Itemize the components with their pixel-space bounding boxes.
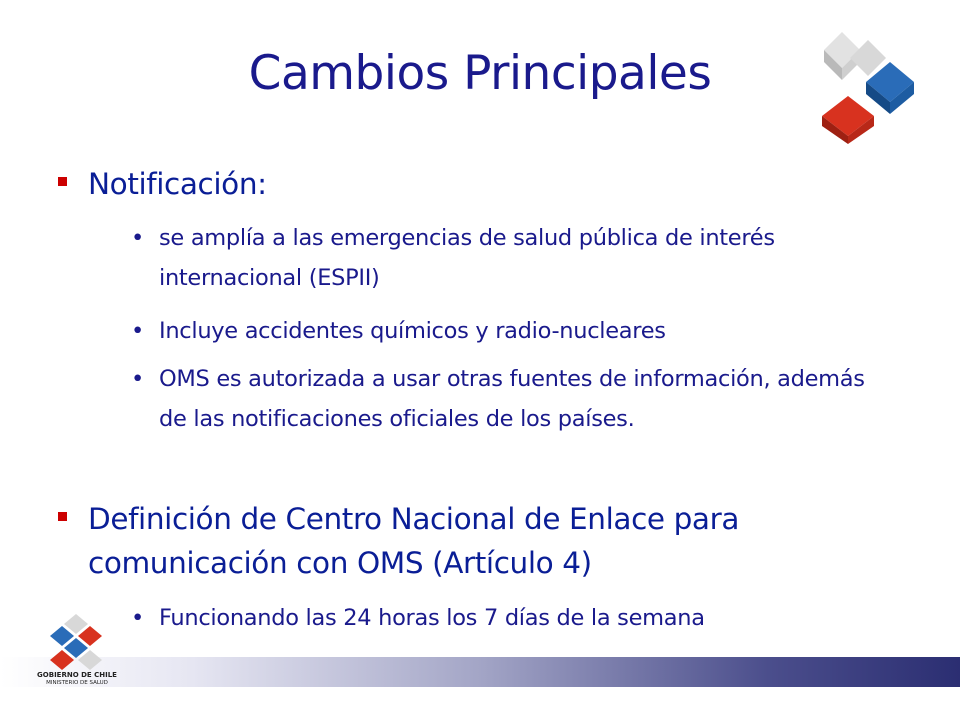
slide-title: Cambios Principales <box>248 46 712 101</box>
square-bullet-icon <box>58 512 67 521</box>
logo-line1: GOBIERNO DE CHILE <box>37 671 117 679</box>
sub-bullet <box>133 359 878 439</box>
stacked-cubes-icon <box>812 28 924 144</box>
sub-bullet-text: Incluye accidentes químicos y radio-nucleares <box>159 318 666 344</box>
sub-bullet <box>133 311 878 351</box>
sub-bullet-text: OMS es autorizada a usar otras fuentes de información, además de las notificaciones oficiales de los países. <box>159 366 865 432</box>
bullet-notificacion <box>88 162 267 206</box>
sub-bullet-text: se amplía a las emergencias de salud pública de interés internacional (ESPII) <box>159 225 775 291</box>
bullet-centro-nacional <box>88 497 888 585</box>
round-bullet-icon: • <box>131 605 144 631</box>
footer-band <box>0 657 960 687</box>
sub-bullet <box>133 218 878 298</box>
bullet-text: Definición de Centro Nacional de Enlace para comunicación con OMS (Artículo 4) <box>88 502 740 580</box>
logo-text <box>22 671 132 687</box>
square-bullet-icon <box>58 177 67 186</box>
logo-line2: MINISTERIO DE SALUD <box>46 680 108 686</box>
round-bullet-icon: • <box>131 225 144 251</box>
sub-bullet-text: Funcionando las 24 horas los 7 días de la semana <box>159 605 705 631</box>
sub-bullet <box>133 598 878 638</box>
gobierno-logo <box>40 612 112 672</box>
round-bullet-icon: • <box>131 318 144 344</box>
round-bullet-icon: • <box>131 366 144 392</box>
bullet-text: Notificación: <box>88 167 267 201</box>
